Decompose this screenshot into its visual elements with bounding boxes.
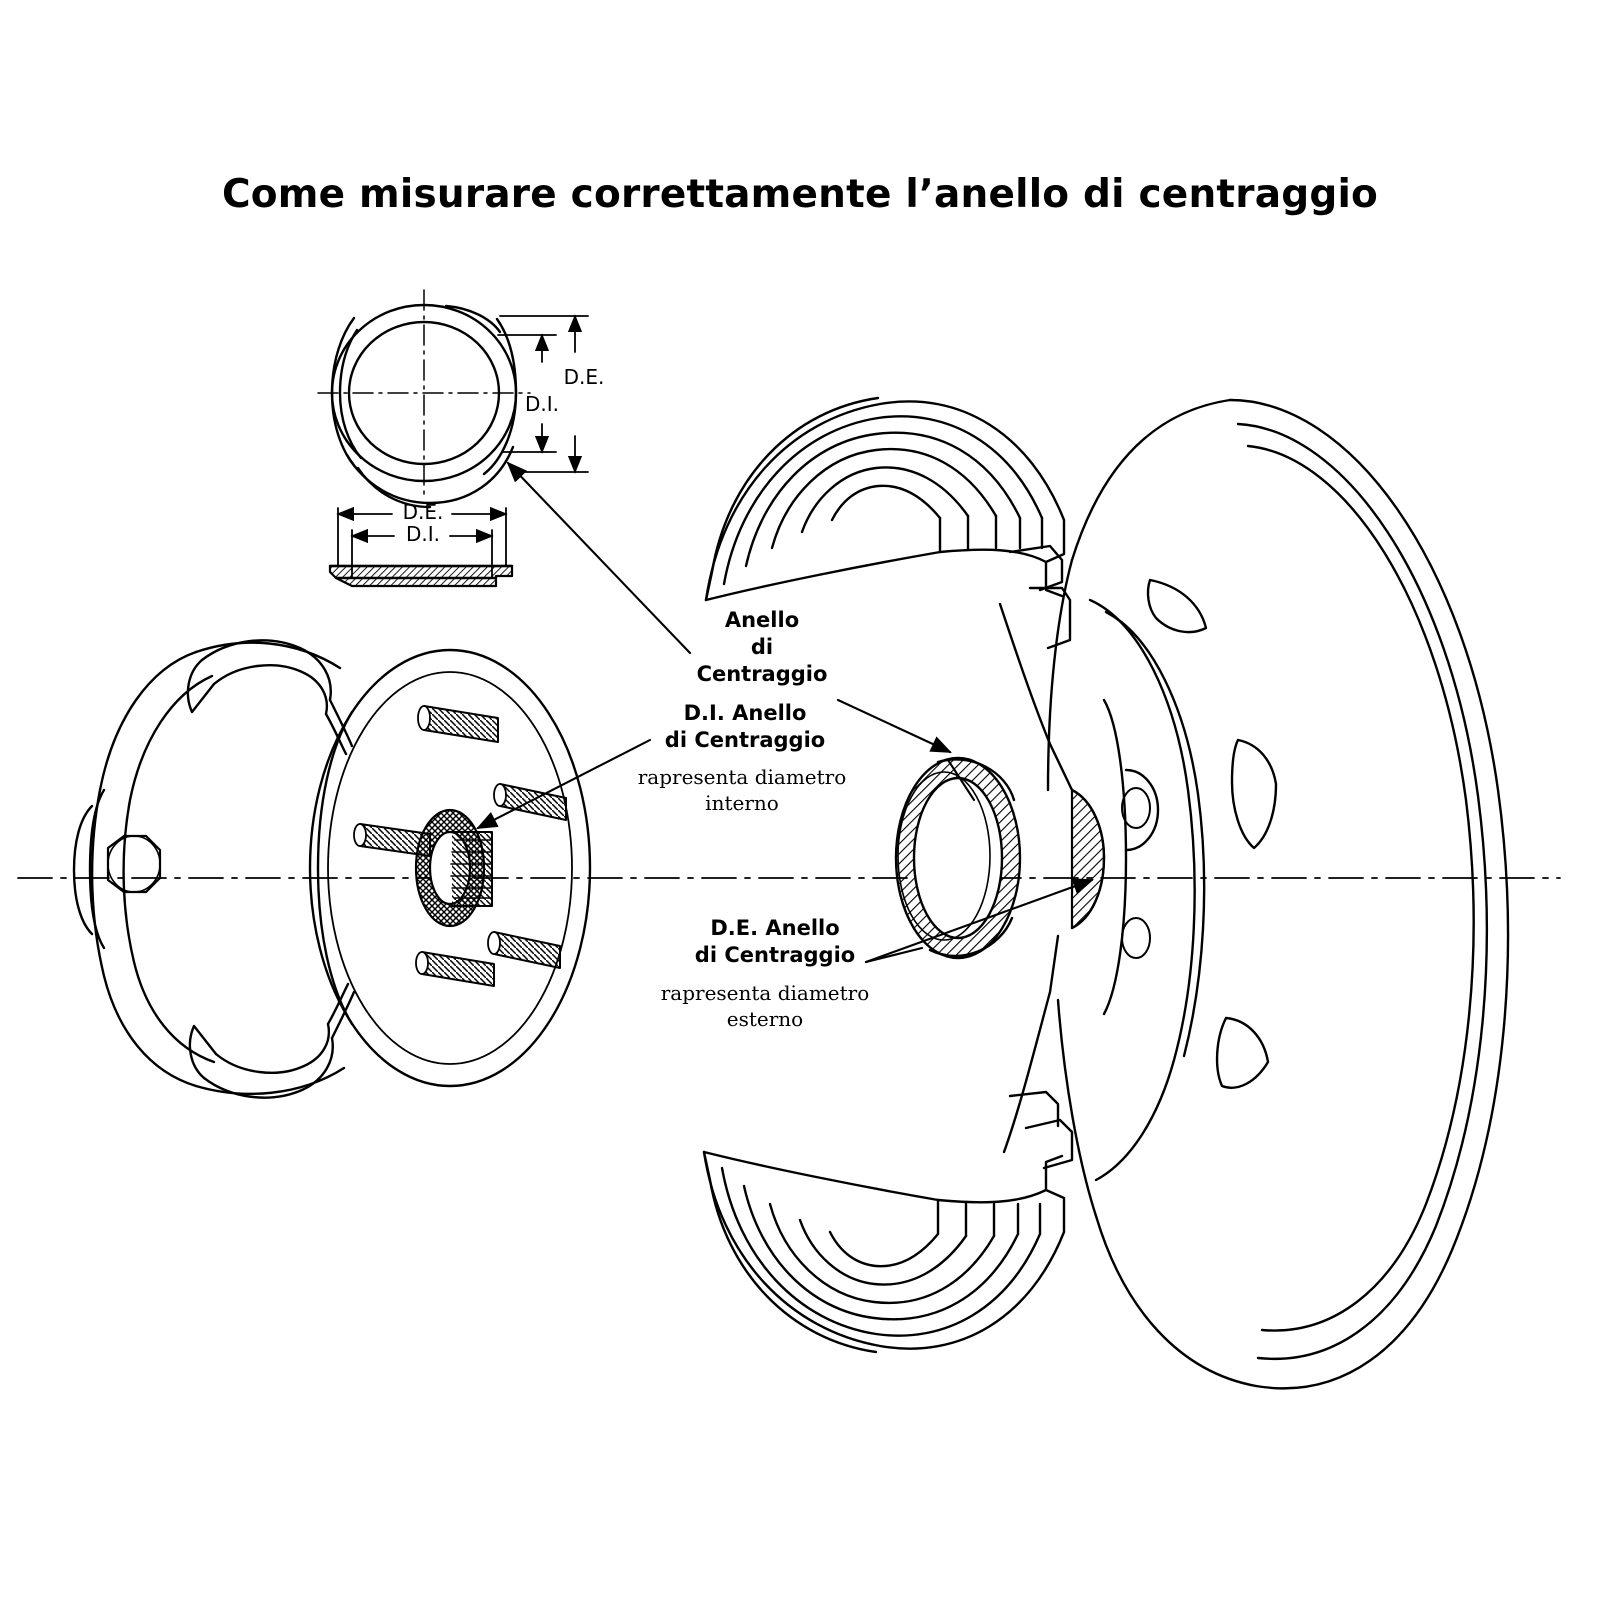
callout-di-note [622,764,862,816]
callout-de-line2: di Centraggio [694,943,856,967]
callout-di-note-line2: interno [705,791,779,815]
callout-di-note-line1: rapresenta diametro [637,765,847,789]
callout-de-note-line1: rapresenta diametro [660,981,870,1005]
wheel-hub-assembly-icon [74,640,590,1097]
callout-de-note [645,980,885,1032]
callout-de-title [670,915,880,969]
centering-ring-perspective-icon [318,290,530,507]
callout-di-title [640,700,850,754]
tyre-section-lower [704,1152,1064,1352]
callout-ring-line2: di [750,635,774,659]
callout-ring-line1: Anello [724,608,800,632]
callout-de-note-line2: esterno [726,1007,804,1031]
leader-ring-callout [508,463,690,653]
callout-ring-title [672,607,852,688]
callout-ring-line3: Centraggio [696,662,828,686]
callout-de-line1: D.E. Anello [710,916,840,940]
dimension-label-de-horizontal: D.E. [402,500,444,524]
dimension-label-de-vertical: D.E. [563,365,605,389]
callout-di-line1: D.I. Anello [683,701,807,725]
callout-di-line2: di Centraggio [664,728,826,752]
dimension-label-di-horizontal: D.I. [405,522,440,546]
page-title: Come misurare correttamente l’anello di centraggio [221,172,1379,217]
centering-ring-section-icon [330,566,512,586]
wheel-hub-collar [1072,790,1104,928]
tyre-section-upper [706,398,1064,600]
dimension-label-di-vertical: D.I. [524,392,559,416]
